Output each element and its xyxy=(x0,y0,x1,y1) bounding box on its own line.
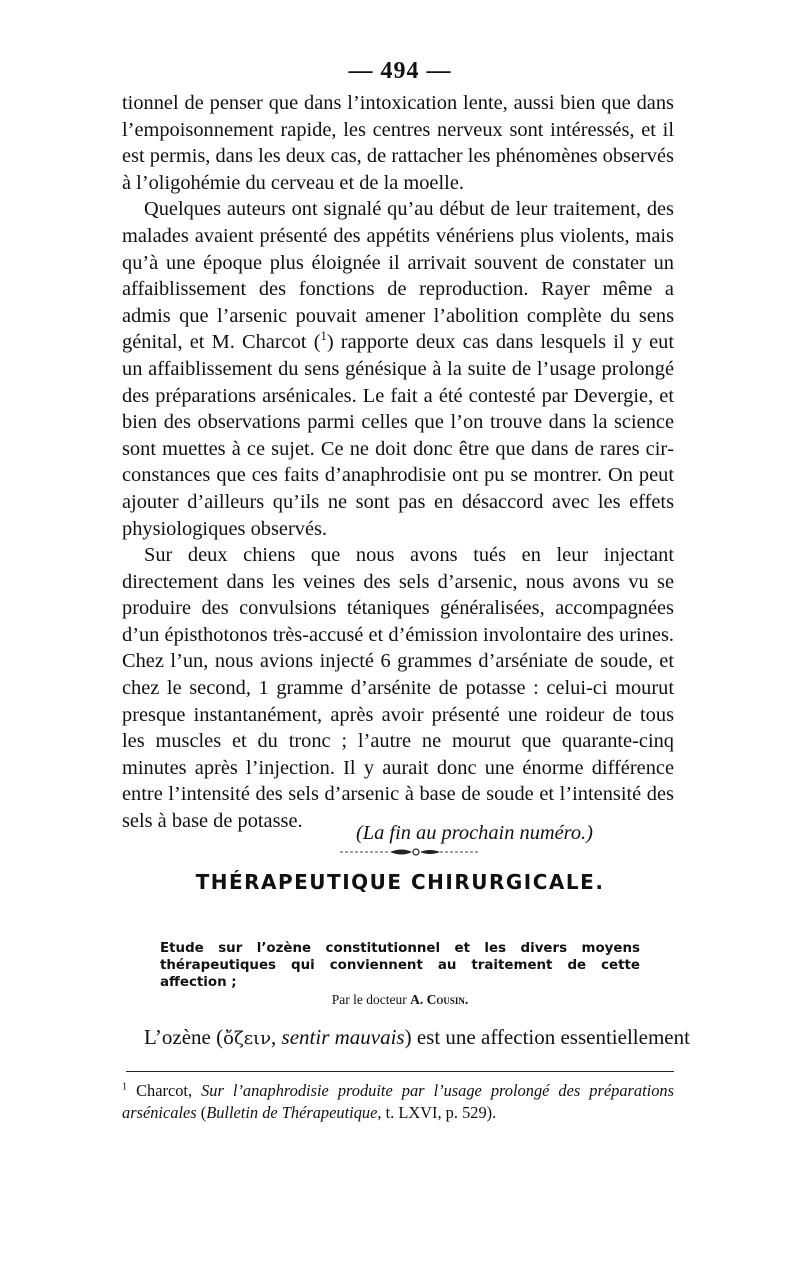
footnote-reference: 1 xyxy=(320,329,327,344)
article-title: Etude sur l’ozène constitutionnel et les divers moyens thérapeutiques qui conviennent au traitement de cette affection ; xyxy=(160,941,640,990)
footnote xyxy=(122,1080,674,1124)
continuation-note: (La fin au prochain numéro.) xyxy=(356,822,593,844)
page-number: — 494 — xyxy=(348,58,452,84)
footnote-italic-2: Bulletin de Thérapeutique xyxy=(206,1103,378,1122)
ornament-divider xyxy=(340,847,480,857)
footnote-text-b: ( xyxy=(196,1103,207,1122)
paragraph-2 xyxy=(122,196,674,542)
body-text xyxy=(122,90,674,835)
section-title: THÉRAPEUTIQUE CHIRURGICALE. xyxy=(195,870,605,894)
article-intro xyxy=(144,1024,690,1052)
paragraph-2-part-a: Quelques auteurs ont signalé qu’au début de leur traitement, des malades avaient présenté des appétits vénériens plus violents, mais qu’à une époque plus éloignée il arrivait souvent de constater un affaiblissement des fonctions de reproduction. Rayer même a admis que l’arsenic pouvait amener l’abolition complète du sens génital, et M. Charcot ( xyxy=(122,198,674,354)
author-prefix: Par le docteur xyxy=(331,992,411,1007)
footnote-marker: 1 xyxy=(122,1081,128,1093)
intro-italic: sentir mauvais xyxy=(281,1025,405,1049)
intro-part-c: ) est une affection essentiellement xyxy=(404,1025,690,1049)
footnote-text-a: Charcot, xyxy=(127,1081,202,1100)
intro-part-b: , xyxy=(271,1025,282,1049)
intro-greek: ὄζειν xyxy=(223,1028,272,1049)
footnote-divider xyxy=(126,1071,674,1072)
article-author xyxy=(0,992,800,1008)
footnote-text-c: , t. LXVI, p. 529). xyxy=(377,1103,497,1122)
intro-part-a: L’ozène ( xyxy=(144,1025,224,1049)
paragraph-3: Sur deux chiens que nous avons tués en leur injectant directement dans les veines des sels d’arsenic, nous avons vu se produire des convulsions tétaniques généralisées, accompagnées d’un épisthotonos très-accusé et d’émission involontaire des urines. Chez l’un, nous avions injecté 6 grammes d’arséniate de soude, et chez le second, 1 gramme d’arsénite de potasse : celui-ci mourut presque instantanément, après avoir présenté une roideur de tous les muscles et du tronc ; l’autre ne mourut que quarante-cinq minutes après l’injection. Il y aurait donc une énorme différence entre l’intensité des sels d’arsenic à base de soude et l’intensité des sels à base de potasse. xyxy=(122,544,674,833)
footnote-italic: Sur l’anaphrodisie produite par l’usage prolongé des préparations arsénicales xyxy=(122,1081,674,1122)
paragraph-1: tionnel de penser que dans l’intoxication lente, aussi bien que dans l’empoisonnement rapide, les centres nerveux sont intéressés, et il est permis, dans les deux cas, de rattacher les phénomènes observés à l’oligohémie du cerveau et de la moelle. xyxy=(122,92,674,194)
paragraph-2-part-b: ) rapporte deux cas dans lesquels il y eut un affaiblissement du sens génésique à la suite de l’usage prolongé des préparations arsénicales. Le fait a été contesté par Devergie, et bien des observations parmi celles que l’on trouve dans la science sont muettes à ce sujet. Ce ne doit donc être que dans de rares circonstances que ces faits d’anaphrodisie ont pu se montrer. On peut ajouter d’ailleurs qu’ils ne sont pas en désaccord avec les effets physiologiques observés. xyxy=(122,331,674,540)
author-name: A. Cousin. xyxy=(410,992,469,1007)
